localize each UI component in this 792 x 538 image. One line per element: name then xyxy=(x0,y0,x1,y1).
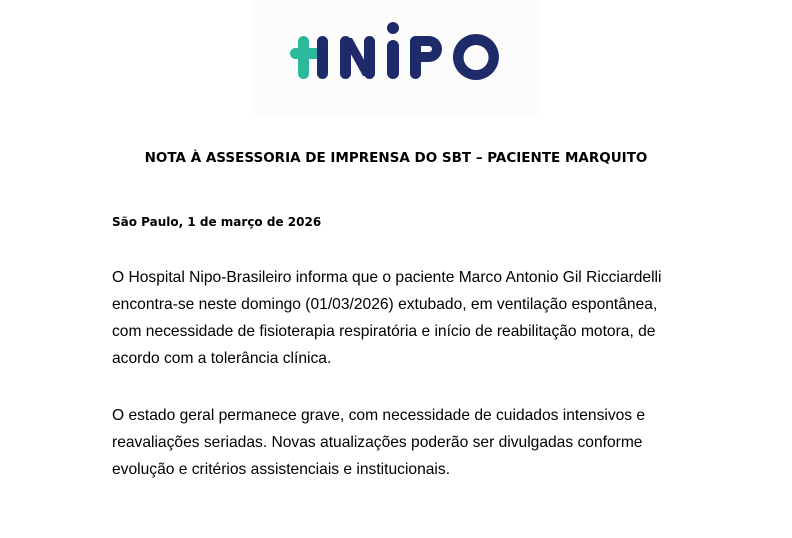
paragraph-2 xyxy=(112,402,712,483)
date-line: São Paulo, 1 de março de 2026 xyxy=(112,215,322,229)
paragraph-line: encontra-se neste domingo (01/03/2026) extubado, em ventilação espontânea, xyxy=(112,296,658,313)
paragraph-line: O Hospital Nipo-Brasileiro informa que o paciente Marco Antonio Gil Ricciardelli xyxy=(112,269,662,286)
paragraph-line: acordo com a tolerância clínica. xyxy=(112,350,332,367)
paragraph-line: O estado geral permanece grave, com necessidade de cuidados intensivos e xyxy=(112,407,646,424)
paragraph-1 xyxy=(112,264,712,372)
paragraph-line: com necessidade de fisioterapia respiratória e início de reabilitação motora, de xyxy=(112,323,656,340)
logo-letters xyxy=(317,22,499,80)
document-title: NOTA À ASSESSORIA DE IMPRENSA DO SBT – PACIENTE MARQUITO xyxy=(144,150,648,166)
paragraph-line: evolução e critérios assistenciais e institucionais. xyxy=(112,461,451,478)
hnipo-logo xyxy=(286,18,506,88)
paragraph-line: reavaliações seriadas. Novas atualizações poderão ser divulgadas conforme xyxy=(112,434,643,451)
